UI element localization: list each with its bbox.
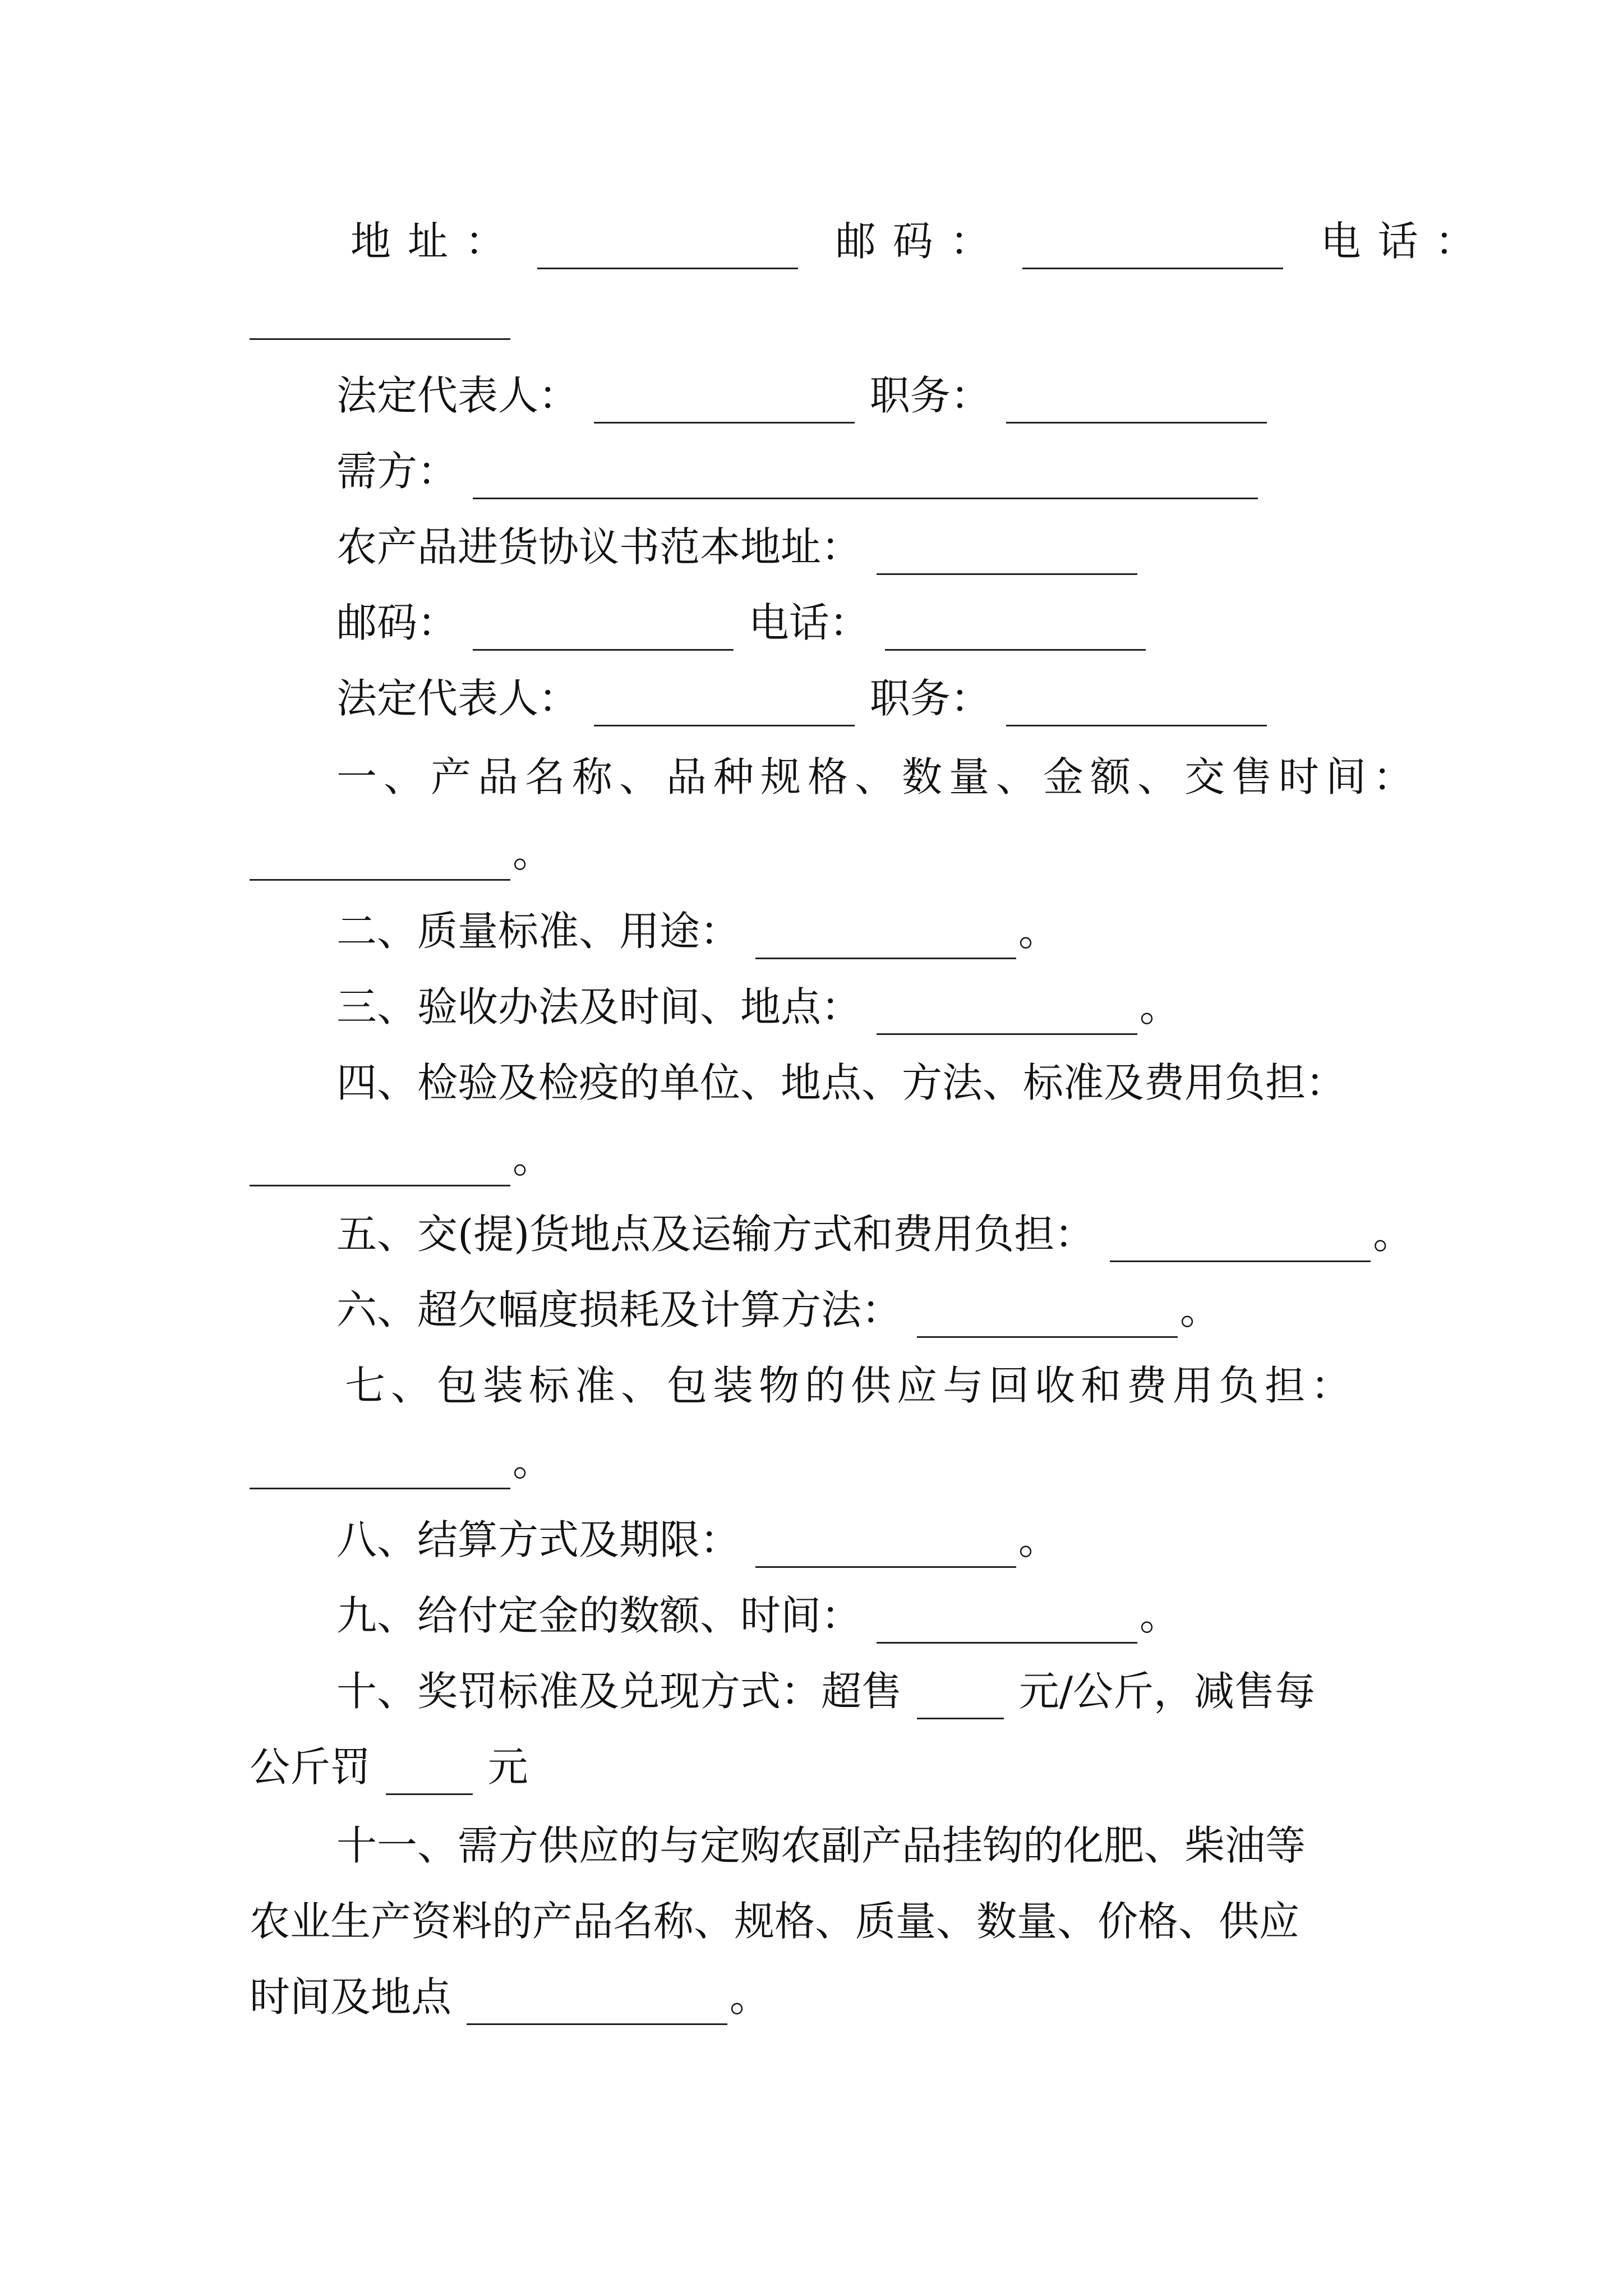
clause-3-blank[interactable] [877,993,1137,1035]
buyer-blank[interactable] [473,457,1258,499]
clause-10-text-b: 元/公斤，减售每 [1018,1668,1316,1715]
buyer-zip-label: 邮码： [336,599,458,646]
legal-rep-label: 法定代表人： [336,372,579,419]
clause-4-end: 。 [513,1135,554,1182]
clause-5-text: 五、交(提)货地点及运输方式和费用负担： [336,1211,1095,1258]
clause-5-blank[interactable] [1110,1220,1371,1262]
clause-11-line-1 [336,1818,1306,1874]
buyer-zip-phone-line [336,595,1148,651]
legal-rep-blank[interactable] [594,684,855,726]
clause-9-blank[interactable] [877,1602,1137,1644]
buyer-address-line [336,519,1140,575]
clause-10-overs-blank[interactable] [917,1677,1004,1719]
clause-9-end: 。 [1139,1592,1180,1639]
legal-rep-line-2 [336,670,1269,726]
clause-6 [336,1282,1220,1338]
clause-2 [336,903,1059,959]
clause-1-text: 一、产品名称、品种规格、数量、金额、交售时间： [336,753,1421,800]
zip-blank[interactable] [1022,227,1283,269]
clause-6-blank[interactable] [917,1296,1178,1338]
clause-1-blank[interactable] [250,839,510,881]
clause-10-text-a: 十、奖罚标准及兑现方式：超售 [336,1668,902,1715]
clause-4-answer [250,1130,553,1186]
clause-10-cont [250,1739,528,1795]
clause-11-text-3: 时间及地点 [250,1973,452,2021]
duty-label: 职务： [869,372,991,419]
clause-11-text-1: 十一、需方供应的与定购农副产品挂钩的化肥、柴油等 [336,1822,1306,1869]
clause-10-text-c: 公斤罚 [250,1743,371,1791]
legal-rep-blank[interactable] [594,381,855,424]
clause-1-answer [250,825,553,881]
clause-7-text: 七、包装标准、包装物的供应与回收和费用负担： [345,1362,1357,1409]
clause-9-text: 九、给付定金的数额、时间： [336,1592,862,1639]
clause-8 [336,1512,1059,1568]
legal-rep-line-1 [336,367,1269,424]
clause-3 [336,979,1180,1035]
clause-8-blank[interactable] [755,1526,1016,1568]
clause-8-end: 。 [1018,1516,1059,1563]
clause-3-text: 三、验收办法及时间、地点： [336,983,862,1030]
buyer-address-label: 农产品进货协议书范本地址： [336,523,862,570]
duty-label: 职务： [869,675,991,722]
clause-7-answer [250,1433,553,1489]
clause-10-text-d: 元 [487,1743,528,1791]
duty-blank[interactable] [1006,381,1267,424]
buyer-line [336,443,1260,499]
clause-4-text: 四、检验及检疫的单位、地点、方法、标准及费用负担： [336,1059,1347,1106]
duty-blank[interactable] [1006,684,1267,726]
buyer-zip-blank[interactable] [473,609,734,651]
clause-1-end: 。 [513,829,554,876]
clause-10-penalty-blank[interactable] [386,1753,473,1795]
clause-2-text: 二、质量标准、用途： [336,908,741,955]
clause-11-end: 。 [729,1973,770,2021]
clause-10 [336,1663,1315,1719]
zip-label: 邮码： [835,218,1007,265]
clause-9 [336,1588,1180,1644]
address-blank[interactable] [537,227,798,269]
clause-11-line-2 [250,1893,1299,1949]
clause-11-text-2: 农业生产资料的产品名称、规格、质量、数量、价格、供应 [250,1898,1300,1945]
phone-label: 电话： [1320,218,1492,265]
clause-2-blank[interactable] [755,917,1016,959]
clause-2-end: 。 [1018,908,1059,955]
legal-rep-label: 法定代表人： [336,675,579,722]
clause-7-end: 。 [513,1438,554,1485]
buyer-phone-label: 电话： [748,599,870,646]
clause-7-blank[interactable] [250,1447,510,1489]
clause-3-end: 。 [1139,983,1180,1030]
buyer-address-blank[interactable] [877,533,1137,575]
phone-blank[interactable] [250,338,510,340]
clause-8-text: 八、结算方式及期限： [336,1516,741,1563]
buyer-phone-blank[interactable] [885,609,1146,651]
buyer-label: 需方： [336,448,458,495]
clause-4-blank[interactable] [250,1144,510,1186]
address-label: 地址： [351,218,523,265]
clause-6-end: 。 [1179,1286,1220,1333]
clause-4 [336,1055,1346,1111]
clause-5 [336,1206,1413,1262]
clause-1 [336,749,1420,805]
clause-5-end: 。 [1373,1211,1414,1258]
clause-11-line-3 [250,1969,770,2025]
clause-7 [345,1358,1357,1414]
clause-6-text: 六、超欠幅度损耗及计算方法： [336,1286,902,1333]
clause-11-blank[interactable] [467,1983,727,2025]
address-zip-phone-line [351,213,1492,269]
